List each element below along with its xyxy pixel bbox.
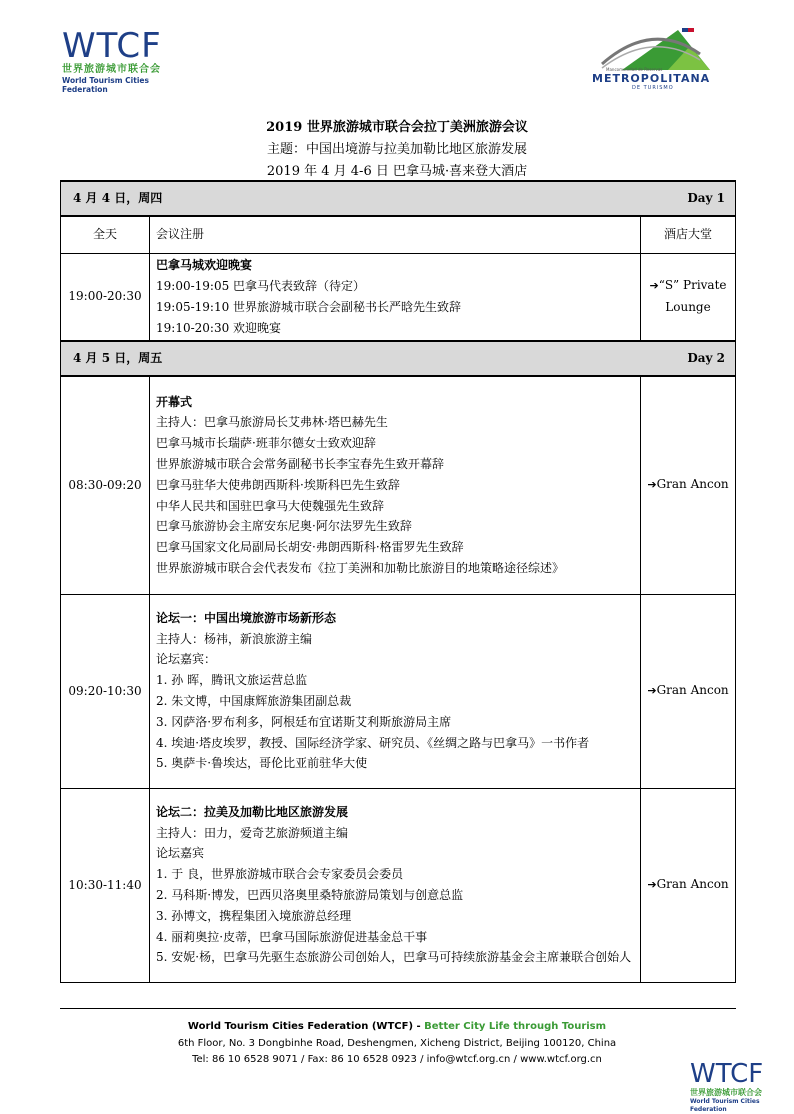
arrow-right-icon: ➔ bbox=[647, 878, 657, 892]
footer-wtcf-logo bbox=[690, 1059, 790, 1113]
agenda-line: 1. 孙 晖，腾讯文旅运营总监 bbox=[156, 673, 308, 688]
agenda-line: 1. 于 良，世界旅游城市联合会专家委员会委员 bbox=[156, 867, 404, 882]
agenda-line: 5. 奥萨卡·鲁埃达，哥伦比亚前驻华大使 bbox=[156, 756, 368, 771]
agenda-line: 巴拿马国家文化局副局长胡安·弗朗西斯科·格雷罗先生致辞 bbox=[156, 540, 464, 555]
agenda-venue bbox=[641, 594, 736, 788]
agenda-line: 5. 安妮·杨，巴拿马先驱生态旅游公司创始人，巴拿马可持续旅游基金会主席兼联合创始人 bbox=[156, 950, 632, 965]
agenda-row bbox=[61, 376, 736, 594]
footer-slogan: Better City Life through Tourism bbox=[424, 1021, 607, 1032]
footer-address: 6th Floor, No. 3 Dongbinhe Road, Deshengmen, Xicheng District, Beijing 100120, China bbox=[177, 1038, 617, 1049]
agenda-venue bbox=[641, 788, 736, 982]
metropolitana-logo-sub: DE TURISMO bbox=[632, 85, 674, 91]
day-date: 4 月 5 日，周五 bbox=[73, 351, 163, 366]
wtcf-logo bbox=[62, 26, 196, 94]
agenda-line: 2. 朱文博，中国康辉旅游集团副总裁 bbox=[156, 694, 352, 708]
agenda-line: 会议注册 bbox=[156, 227, 205, 242]
day-label: Day 2 bbox=[687, 351, 725, 366]
agenda-time: 全天 bbox=[61, 216, 150, 253]
document-title: 2019 世界旅游城市联合会拉丁美洲旅游会议 bbox=[266, 120, 528, 135]
wtcf-logo-cn: 世界旅游城市联合会 bbox=[62, 64, 161, 75]
session-title: 论坛一：中国出境旅游市场新形态 bbox=[156, 610, 337, 625]
agenda-line: 主持人：杨祎，新浪旅游主编 bbox=[156, 631, 313, 646]
agenda-time: 09:20-10:30 bbox=[61, 594, 150, 788]
footer-wtcf-logo-en: World Tourism Cities Federation bbox=[690, 1098, 760, 1113]
footer-contact: Tel: 86 10 6528 9071 / Fax: 86 10 6528 0923 / info@wtcf.org.cn / www.wtcf.org.cn bbox=[192, 1054, 602, 1065]
agenda-row bbox=[61, 216, 736, 253]
footer-divider bbox=[60, 1008, 736, 1009]
agenda-line: 巴拿马驻华大使弗朗西斯科·埃斯科巴先生致辞 bbox=[156, 477, 400, 492]
session-title: 巴拿马城欢迎晚宴 bbox=[156, 258, 253, 273]
agenda-line: 世界旅游城市联合会常务副秘书长李宝春先生致开幕辞 bbox=[156, 457, 445, 472]
agenda-line: 中华人民共和国驻巴拿马大使魏强先生致辞 bbox=[156, 498, 385, 513]
arrow-right-icon: ➔ bbox=[647, 684, 657, 698]
session-title: 论坛二：拉美及加勒比地区旅游发展 bbox=[156, 804, 349, 819]
metropolitana-logo bbox=[582, 24, 722, 94]
agenda-line: 2. 马科斯·博发，巴西贝洛奥里桑特旅游局策划与创意总监 bbox=[156, 888, 464, 902]
agenda-content bbox=[150, 376, 641, 594]
document-date-place: 2019 年 4 月 4-6 日 巴拿马城·喜来登大酒店 bbox=[266, 164, 528, 179]
agenda-row bbox=[61, 788, 736, 982]
footer-wtcf-logo-cn: 世界旅游城市联合会 bbox=[690, 1088, 762, 1097]
day-header bbox=[61, 181, 736, 216]
day-label: Day 1 bbox=[687, 191, 725, 206]
wtcf-logo-en: World Tourism Cities Federation bbox=[62, 76, 149, 94]
venue-name: Gran Ancon bbox=[656, 683, 729, 698]
agenda-line: 3. 孙博文，携程集团入境旅游总经理 bbox=[156, 908, 352, 923]
agenda-content bbox=[150, 216, 641, 253]
agenda-line: 19:10-20:30 欢迎晚宴 bbox=[156, 320, 282, 335]
agenda-line: 19:00-19:05 巴拿马代表致辞（待定） bbox=[156, 278, 366, 293]
mountain-bridge-icon bbox=[582, 24, 722, 72]
day-date: 4 月 4 日，周四 bbox=[73, 191, 163, 206]
agenda-venue bbox=[641, 253, 736, 341]
agenda-table bbox=[60, 180, 736, 983]
metropolitana-logo-name: METROPOLITANA bbox=[592, 72, 711, 85]
footer-wtcf-logo-mark: WTCF bbox=[690, 1059, 764, 1089]
wtcf-logo-mark: WTCF bbox=[62, 26, 162, 66]
agenda-venue bbox=[641, 376, 736, 594]
venue-name: Gran Ancon bbox=[656, 877, 729, 892]
arrow-right-icon: ➔ bbox=[647, 478, 657, 492]
session-title: 开幕式 bbox=[156, 394, 193, 409]
agenda-content bbox=[150, 594, 641, 788]
agenda-time: 08:30-09:20 bbox=[61, 376, 150, 594]
arrow-right-icon: ➔ bbox=[649, 279, 659, 293]
agenda-time: 19:00-20:30 bbox=[61, 253, 150, 341]
agenda-row bbox=[61, 594, 736, 788]
venue-name: Gran Ancon bbox=[656, 477, 729, 492]
agenda-line: 4. 埃迪·塔皮埃罗，教授、国际经济学家、研究员、《丝绸之路与巴拿马》一书作者 bbox=[156, 735, 590, 750]
agenda-time: 10:30-11:40 bbox=[61, 788, 150, 982]
day-header bbox=[61, 341, 736, 376]
agenda-line: 4. 丽莉奥拉·皮蒂，巴拿马国际旅游促进基金总干事 bbox=[156, 929, 428, 944]
agenda-line: 主持人：田力，爱奇艺旅游频道主编 bbox=[156, 825, 349, 840]
agenda-line: 19:05-19:10 世界旅游城市联合会副秘书长严晗先生致辞 bbox=[156, 299, 462, 314]
footer-org-line bbox=[0, 1021, 794, 1032]
agenda-content bbox=[150, 253, 641, 341]
agenda-line: 世界旅游城市联合会代表发布《拉丁美洲和加勒比旅游目的地策略途径综述》 bbox=[156, 561, 565, 576]
agenda-line: 巴拿马旅游协会主席安东尼奥·阿尔法罗先生致辞 bbox=[156, 519, 412, 534]
agenda-line: 巴拿马城市长瑞萨·班菲尔德女士致欢迎辞 bbox=[156, 436, 376, 451]
agenda-line: 论坛嘉宾 bbox=[156, 846, 205, 861]
document-theme: 主题：中国出境游与拉美加勒比地区旅游发展 bbox=[266, 142, 527, 157]
agenda-venue: 酒店大堂 bbox=[641, 216, 736, 253]
agenda-line: 3. 冈萨洛·罗布利多，阿根廷布宜诺斯艾利斯旅游局主席 bbox=[156, 714, 452, 729]
agenda-content bbox=[150, 788, 641, 982]
agenda-line: 论坛嘉宾： bbox=[156, 652, 217, 667]
agenda-row bbox=[61, 253, 736, 341]
agenda-line: 主持人：巴拿马旅游局长艾弗林·塔巴赫先生 bbox=[156, 415, 388, 430]
venue-name: “S” Private Lounge bbox=[658, 278, 727, 315]
footer-org: World Tourism Cities Federation (WTCF) - bbox=[187, 1021, 425, 1032]
metropolitana-logo-tagline: Mancomunidad de Reservas bbox=[606, 67, 663, 72]
